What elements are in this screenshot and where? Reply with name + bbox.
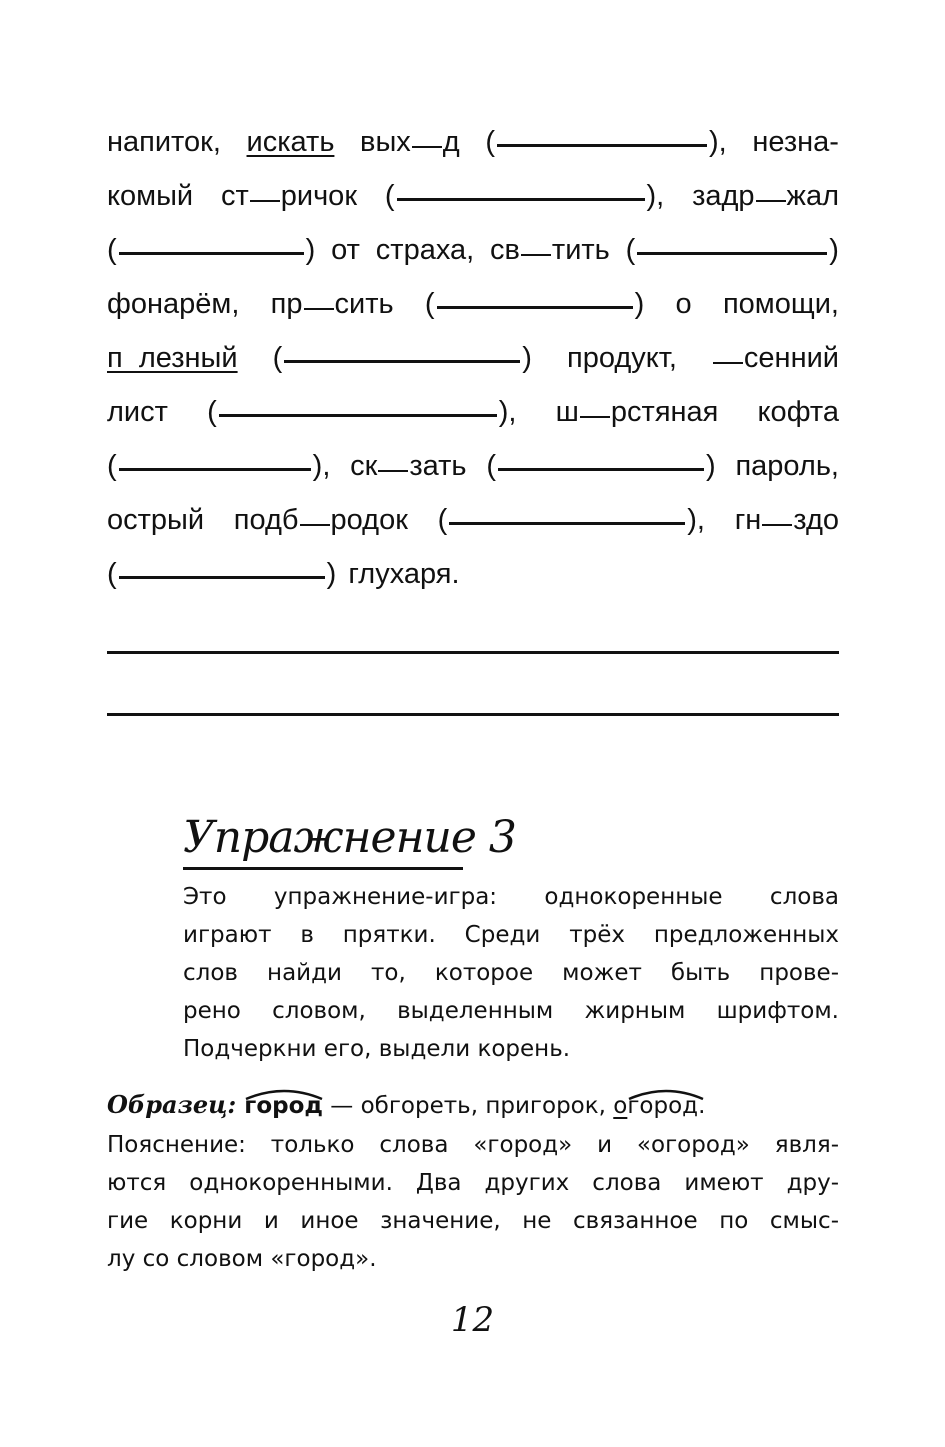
- word-with-gap: ст ричок: [220, 180, 358, 212]
- instruction-line: играют в прятки. Среди трёх предложенных: [183, 922, 839, 948]
- text-line: [107, 180, 839, 234]
- word: комый: [107, 180, 194, 212]
- answer-blank-group: ( ),: [207, 396, 517, 428]
- underlined-word: п лезный: [107, 342, 238, 374]
- answer-blank[interactable]: [119, 251, 304, 255]
- word-with-gap: ск зать: [350, 450, 467, 482]
- word-with-gap: ш рстяная: [555, 396, 719, 428]
- word: фонарём,: [107, 288, 240, 320]
- answer-blank-group: ( ),: [485, 126, 727, 158]
- answer-blank[interactable]: [497, 143, 707, 147]
- word: о: [675, 288, 692, 320]
- answer-blank-group: ( ): [424, 288, 645, 320]
- answer-blank[interactable]: [498, 467, 704, 471]
- instruction-line: Это упражнение-игра: однокоренные слова: [183, 884, 839, 910]
- underlined-word: искать: [246, 126, 335, 158]
- root-arc-icon: [627, 1087, 705, 1101]
- answer-blank-group: ( ): [486, 450, 716, 482]
- answer-blank-group: ( ): [107, 558, 337, 590]
- sample-words: — обгореть, пригорок,: [322, 1093, 614, 1119]
- answer-blank[interactable]: [397, 197, 645, 201]
- text-line: [107, 342, 839, 396]
- underlined-answer: о город: [613, 1093, 698, 1119]
- word-with-gap: задр жал: [692, 180, 839, 212]
- answer-blank[interactable]: [284, 359, 520, 363]
- answer-blank-group: ( ): [625, 234, 839, 266]
- answer-blank[interactable]: [119, 467, 311, 471]
- explanation-line: гие корни и иное значение, не связанное по смыс-: [107, 1208, 839, 1234]
- answer-blank[interactable]: [437, 305, 633, 309]
- answer-blank[interactable]: [119, 575, 325, 579]
- word: помощи,: [722, 288, 839, 320]
- exercise-title: Упражнение 3: [183, 812, 463, 870]
- answer-line[interactable]: [107, 651, 839, 654]
- answer-blank-group: ( ),: [384, 180, 665, 212]
- bold-word: город: [244, 1093, 323, 1119]
- word: продукт,: [567, 342, 677, 374]
- word-with-gap: сенний: [712, 342, 839, 375]
- sample-line: [107, 1090, 839, 1119]
- answer-blank-group: ( ): [107, 234, 316, 266]
- explanation-line: лу со словом «город».: [107, 1246, 377, 1272]
- period: .: [698, 1093, 706, 1119]
- answer-blank-group: ( ),: [107, 450, 331, 482]
- exercise-instructions: [183, 878, 839, 1068]
- text-line: [107, 450, 839, 504]
- text-line: [107, 288, 839, 342]
- word-with-gap: пр сить: [270, 288, 394, 320]
- word: глухаря.: [348, 558, 460, 590]
- instruction-line: слов найди то, которое может быть прове-: [183, 960, 839, 986]
- word: страха,: [375, 234, 475, 266]
- word: кофта: [757, 396, 839, 428]
- word: от: [331, 234, 360, 266]
- word: острый: [107, 504, 205, 536]
- answer-blank-group: ( ),: [437, 504, 705, 536]
- word-with-gap: подб родок: [233, 504, 408, 536]
- text-line: [107, 234, 839, 288]
- text-line: [107, 504, 839, 558]
- word: пароль,: [735, 450, 839, 482]
- text-line: [107, 396, 839, 450]
- word-with-gap: гн здо: [734, 504, 839, 536]
- explanation-line: Пояснение: только слова «город» и «огород» явля-: [107, 1132, 839, 1158]
- explanation-line: ются однокоренными. Два других слова имеют дру-: [107, 1170, 839, 1196]
- answer-blank-group: ( ): [272, 342, 532, 374]
- explanation: [107, 1126, 839, 1278]
- instruction-line: Подчеркни его, выдели корень.: [183, 1036, 571, 1062]
- answer-blank[interactable]: [637, 251, 827, 255]
- text-line: [107, 126, 839, 180]
- answer-blank[interactable]: [219, 413, 497, 417]
- word-with-gap: св тить: [490, 234, 610, 266]
- root-marked-word: город: [627, 1093, 698, 1119]
- instruction-line: рено словом, выделенным жирным шрифтом.: [183, 998, 839, 1024]
- word: напиток,: [107, 126, 221, 158]
- page-number: 12: [450, 1300, 495, 1340]
- text-line: [107, 558, 839, 612]
- word: лист: [107, 396, 168, 428]
- answer-blank[interactable]: [449, 521, 685, 525]
- sample-label: Образец:: [107, 1090, 237, 1119]
- word-with-gap: вых д: [360, 126, 460, 158]
- root-marked-word: [244, 1093, 323, 1119]
- word: незна-: [752, 126, 839, 158]
- answer-line[interactable]: [107, 713, 839, 716]
- exercise-text-block: [107, 126, 839, 612]
- root-arc-icon: [244, 1087, 324, 1101]
